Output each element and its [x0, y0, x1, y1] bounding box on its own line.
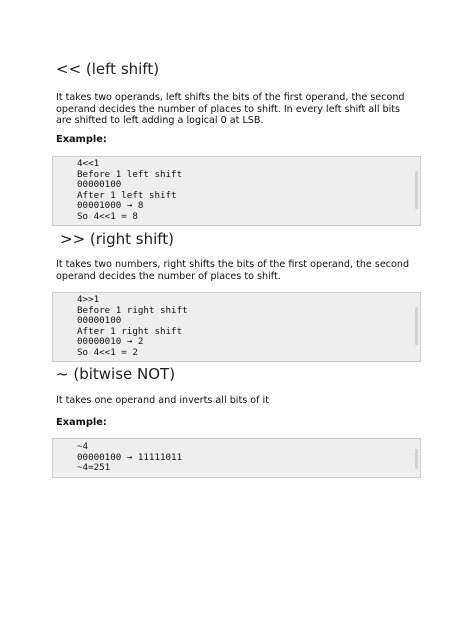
bitwise-not-example-label: Example:: [56, 417, 107, 428]
code-line: 4>>1: [77, 294, 100, 305]
code-line: 00000100: [77, 315, 122, 327]
code-scrollbar[interactable]: [415, 307, 418, 345]
code-scrollbar[interactable]: [415, 171, 418, 209]
code-scrollbar[interactable]: [415, 449, 418, 469]
right-shift-heading: >> (right shift): [60, 230, 175, 248]
left-shift-example-label: Example:: [56, 134, 107, 145]
code-line: After 1 right shift: [77, 325, 183, 337]
code-line: 00001000 → 8: [77, 200, 144, 212]
code-line: After 1 left shift: [77, 189, 177, 201]
code-line: ~4=251: [77, 462, 111, 474]
bitwise-not-description: It takes one operand and inverts all bits of it: [56, 395, 269, 406]
right-shift-description: It takes two numbers, right shifts the bits of the first operand, the second operand decides the number of places to shift.: [56, 259, 410, 282]
code-line: Before 1 left shift: [77, 168, 183, 180]
code-line: Before 1 right shift: [77, 304, 188, 316]
code-line: 4<<1: [77, 158, 100, 169]
code-line: So 4<<1 = 8: [77, 210, 138, 222]
bitwise-not-heading: ~ (bitwise NOT): [56, 365, 176, 383]
left-shift-heading: << (left shift): [56, 60, 160, 78]
code-line: 00000100 → 11111011: [77, 451, 183, 463]
code-line: So 4<<1 = 2: [77, 346, 138, 358]
bitwise-not-code-block: [52, 438, 421, 478]
left-shift-code-block: [52, 156, 421, 226]
left-shift-description: It takes two operands, left shifts the bits of the first operand, the second operand decides the number of places to shift. In every left shift all bits are shifted to left adding a logical 0 at LSB.: [56, 92, 405, 126]
code-line: ~4: [77, 441, 89, 452]
code-line: 00000010 → 2: [77, 336, 144, 348]
right-shift-code-block: [52, 292, 421, 362]
code-line: 00000100: [77, 179, 122, 191]
